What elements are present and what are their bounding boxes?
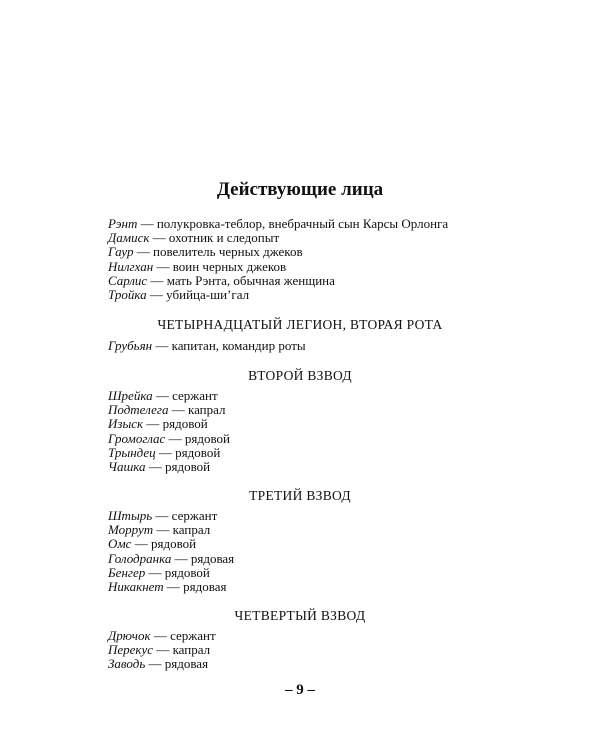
em-dash: — <box>134 536 148 552</box>
character-name: Трындец <box>108 444 156 460</box>
character-entry <box>108 260 448 274</box>
character-description: воин черных джеков <box>172 258 287 274</box>
character-entry <box>108 288 448 302</box>
character-name: Никакнет <box>108 579 164 595</box>
third-squad-heading: ТРЕТИЙ ВЗВОД <box>249 488 351 503</box>
character-entry <box>108 339 306 353</box>
page-number: – 9 – <box>285 682 315 698</box>
character-name: Нилгхан <box>108 258 154 274</box>
character-entry <box>108 552 234 566</box>
character-entry <box>108 643 216 657</box>
second-squad-heading: ВТОРОЙ ВЗВОД <box>248 368 352 383</box>
character-name: Рэнт <box>108 216 138 231</box>
character-name: Дамиск <box>108 230 150 246</box>
character-name: Подтелега <box>108 402 169 418</box>
em-dash: — <box>146 416 160 432</box>
character-description: убийца-ши’гал <box>166 287 250 303</box>
character-name: Сарлис <box>108 272 148 288</box>
character-description: рядовой <box>184 430 230 446</box>
legion-members-list <box>108 339 306 353</box>
character-entry <box>108 460 230 474</box>
character-description: капрал <box>172 522 211 538</box>
character-description: капитан, командир роты <box>171 338 306 353</box>
character-name: Бенгер <box>108 564 146 580</box>
second-squad-list <box>108 389 230 474</box>
character-entry <box>108 566 234 580</box>
character-entry <box>108 657 216 671</box>
character-description: рядовой <box>164 564 210 580</box>
em-dash: — <box>140 216 154 231</box>
em-dash: — <box>171 402 185 418</box>
character-description: капрал <box>187 402 226 418</box>
character-name: Шрейка <box>108 388 153 403</box>
character-name: Грубьян <box>108 338 153 353</box>
character-entry <box>108 245 448 259</box>
em-dash: — <box>148 564 162 580</box>
character-entry <box>108 231 448 245</box>
character-description: повелитель черных джеков <box>153 244 303 260</box>
em-dash: — <box>148 459 162 475</box>
em-dash: — <box>148 656 162 672</box>
fourth-squad-heading: ЧЕТВЕРТЫЙ ВЗВОД <box>234 608 366 623</box>
character-entry <box>108 537 234 551</box>
character-name: Голодранка <box>108 550 172 566</box>
character-entry <box>108 417 230 431</box>
character-name: Штырь <box>108 508 153 523</box>
character-description: мать Рэнта, обычная женщина <box>166 272 335 288</box>
em-dash: — <box>153 628 167 643</box>
character-entry <box>108 629 216 643</box>
character-entry <box>108 274 448 288</box>
character-entry <box>108 523 234 537</box>
em-dash: — <box>149 287 163 303</box>
character-name: Чашка <box>108 459 146 475</box>
em-dash: — <box>156 522 170 538</box>
third-squad-list <box>108 509 234 594</box>
character-entry <box>108 217 448 231</box>
character-description: рядовой <box>165 459 211 475</box>
character-name: Моррут <box>108 522 154 538</box>
character-description: сержант <box>171 508 218 523</box>
character-entry <box>108 432 230 446</box>
legion-heading: ЧЕТЫРНАДЦАТЫЙ ЛЕГИОН, ВТОРАЯ РОТА <box>157 317 443 332</box>
character-description: рядовой <box>162 416 208 432</box>
fourth-squad-list <box>108 629 216 672</box>
em-dash: — <box>156 642 170 658</box>
character-entry <box>108 389 230 403</box>
character-description: рядовой <box>150 536 197 552</box>
em-dash: — <box>152 230 166 246</box>
character-name: Омс <box>108 536 132 552</box>
character-description: рядовая <box>183 579 227 595</box>
em-dash: — <box>155 388 169 403</box>
character-description: сержант <box>170 628 216 643</box>
character-description: рядовая <box>164 656 209 672</box>
em-dash: — <box>174 550 188 566</box>
character-description: сержант <box>172 388 218 403</box>
character-description: рядовой <box>175 444 221 460</box>
character-name: Дрючок <box>108 628 151 643</box>
character-entry <box>108 446 230 460</box>
character-name: Перекус <box>108 642 154 658</box>
character-description: охотник и следопыт <box>168 230 280 246</box>
character-description: капрал <box>172 642 211 658</box>
em-dash: — <box>158 444 172 460</box>
em-dash: — <box>155 338 169 353</box>
character-description: рядовая <box>190 550 235 566</box>
character-name: Громоглас <box>108 430 166 446</box>
character-name: Заводь <box>108 656 146 672</box>
em-dash: — <box>166 579 180 595</box>
page-title: Действующие лица <box>216 179 384 200</box>
em-dash: — <box>155 508 169 523</box>
em-dash: — <box>150 272 164 288</box>
character-name: Гаур <box>108 244 134 260</box>
em-dash: — <box>168 430 182 446</box>
character-name: Изыск <box>108 416 144 432</box>
character-entry <box>108 403 230 417</box>
character-description: полукровка-теблор, внебрачный сын Карсы Орлонга <box>156 216 449 231</box>
character-entry <box>108 509 234 523</box>
em-dash: — <box>156 258 170 274</box>
character-name: Тройка <box>108 287 147 303</box>
em-dash: — <box>136 244 150 260</box>
character-entry <box>108 580 234 594</box>
main-characters-list <box>108 217 448 302</box>
